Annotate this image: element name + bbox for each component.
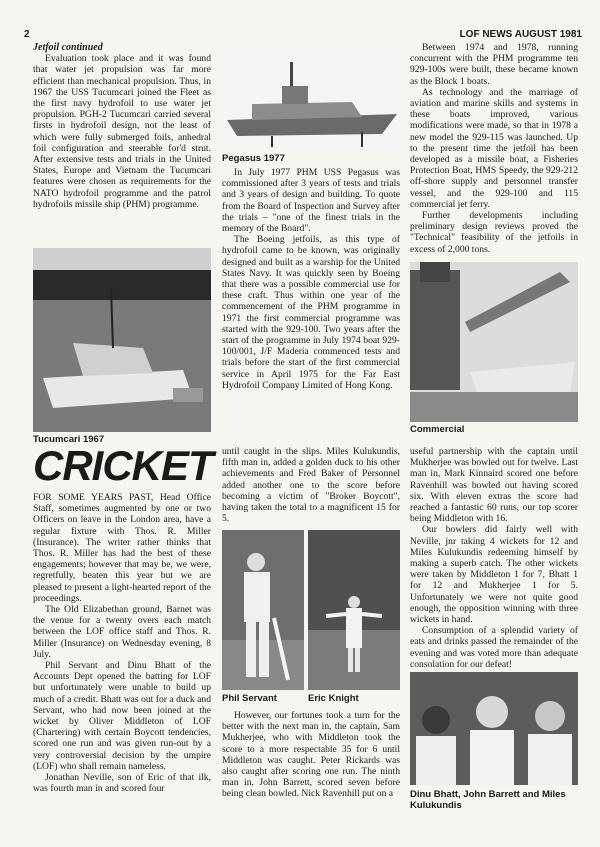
phil-servant-image [222,530,304,690]
paragraph: Evaluation took place and it was found that water jet propulsion was far more efficient than mechanical propulsion. Thus, in 1967 the USS Tucumcari joined the Fleet as the first navy hydrofoil to use water jet propulsion. PGH-2 Tucumcari carried several firsts in hydrofoil design, not the least of which were fully submerged foils, anhedral foil configuration and steerable for'd strut. After extensive tests and trials in the United States, Europe and Vietnam the Tucumcari features were chosen as requirements for the NATO hydrofoil programme and the patrol hydrofoils missile ship (PHM) programme. [33,53,211,210]
phil-servant-photo [222,530,304,690]
paragraph: Further developments including preliminary design reviews proved the "Technical" feasibility of the jetfoils in excess of 2,000 tons. [410,210,578,255]
commercial-photo [410,262,578,422]
paragraph: In July 1977 PHM USS Pegasus was commissioned after 3 years of tests and trials and 3 years of design and building. To quote from the Board of Inspection and Survey after the trials – "one of the finest trials in the memory of the Board". [222,167,400,235]
article-kicker: Jetfoil continued [33,42,103,53]
caption-eric-knight: Eric Knight [308,693,359,704]
caption-commercial: Commercial [410,424,465,435]
paragraph: Consumption of a splendid variety of eats and drinks passed the remainder of the evening and was voted more than adequate consolation for our defeat! [410,625,578,670]
caption-group: Dinu Bhatt, John Barrett and Miles Kulukundis [410,789,566,811]
paragraph: The Boeing jetfoils, as this type of hydrofoil came to be known, was originally designed and built as a warship for the United States Navy. It was quickly seen by Boeing that there was a possible commercial use for these craft. Thus within one year of the commencement of the PHM programme in 1971 the first commercial programme was started with the 929-100. Two years after the start of the programme in July 1974 boat 929-100/001, J/F Maderia commenced tests and trials before the start of the first commercial service in April 1975 for the Far East Hydrofoil Company Limited of Hong Kong. [222,234,400,391]
cricket-column-3 [410,446,578,670]
caption-phil-servant: Phil Servant [222,693,277,704]
pegasus-image [222,42,400,150]
paragraph: until caught in the slips. Miles Kulukundis, fifth man in, added a golden duck to his other achievements and Fred Baker of Personnel added another one to the score before becoming a victim of "Broker Boycott", having taken the total to a magnificent 15 for 5. [222,446,400,525]
jetfoil-column-3 [410,42,578,255]
paragraph: Phil Servant and Dinu Bhatt of the Accounts Dept opened the batting for LOF but unfortunately were unable to build up much of a credit. Bhatt was out for a duck and Servant, who had now been joined at the wicket by Oliver Middleton of LOF (Chartering) with certain Boycott tendencies, scored one run and was given run-out by a very controversial decision by the umpire (LOF) who shall remain nameless. [33,660,211,772]
eric-knight-photo [308,530,400,690]
masthead: LOF NEWS AUGUST 1981 [459,29,582,40]
tucumcari-image [33,248,211,432]
paragraph: Jonathan Neville, son of Eric of that ilk, was fourth man in and scored four [33,772,211,795]
caption-tucumcari: Tucumcari 1967 [33,434,105,445]
paragraph: useful partnership with the captain until Mukherjee was bowled out for twelve. Last man in, Mark Kinnaird scored one before Ravenhill was bowled out having scored six. With eleven extras the score had reached a fantastic 60 runs, our top scorer being Middleton with 16. [410,446,578,525]
paragraph: However, our fortunes took a turn for the better with the next man in, the captain, Sam Mukherjee, who with Middleton took the score to a more respectable 35 for 6 until Middleton was caught. Peter Rickards was also caught after scoring one run. The ninth man in, John Barrett, scored seven before being clean bowled. Nick Ravenhill put on a [222,710,400,800]
caption-pegasus: Pegasus 1977 [222,153,285,164]
jetfoil-column-2 [222,167,400,391]
cricket-column-1 [33,492,211,794]
paragraph: Our bowlers did fairly well with Neville, jnr taking 4 wickets for 12 and Miles Kulukundis redeeming himself by making a superb catch. The other wickets were taken by Middleton 1 for 7, Bhatt 1 for 12 and Mukherjee 1 for 5. Unfortunately we were not quite good enough, the opposition winning with three wickets in hand. [410,524,578,626]
paragraph: Between 1974 and 1978, running concurrent with the PHM programme ten 929-100s were built, these became known as the Block 1 boats. [410,42,578,87]
tucumcari-photo [33,248,211,432]
cricket-column-2-top [222,446,400,524]
page-number: 2 [24,29,30,40]
paragraph: FOR SOME YEARS PAST, Head Office Staff, sometimes augmented by one or two Officers on leave in the London area, have a regular fixture with Thos. R. Miller (Insurance). The writer rather thinks that Thos. R. Miller has had the best of these engagements; however that may be, we were, regretfully, beaten this year but we are pleased to present a light-hearted report of the proceedings. [33,492,211,604]
jetfoil-column-1 [33,42,211,210]
paragraph: The Old Elizabethan ground, Barnet was the venue for a twenty overs each match between the LOF office staff and Thos. R. Miller (Insurance) on Wednesday evening, 8 July. [33,604,211,660]
commercial-image [410,262,578,422]
group-image [410,672,578,785]
group-photo [410,672,578,785]
paragraph: As technology and the marriage of aviation and marine skills and systems in these boats improved, various modifications were made, so that in 1978 a new model the 929-115 was launched. Up to the present time the jetfoil has been developed as a missile boat, a Fisheries Protection Boat, HMS Speedy, the 929-212 off-shore supply and personnel transfer vessel, and the 929-100 and 115 commercial jet ferry. [410,86,578,210]
eric-knight-image [308,530,400,690]
cricket-title: CRICKET [33,442,213,489]
pegasus-photo [222,42,400,150]
cricket-column-2-bottom [222,710,400,800]
